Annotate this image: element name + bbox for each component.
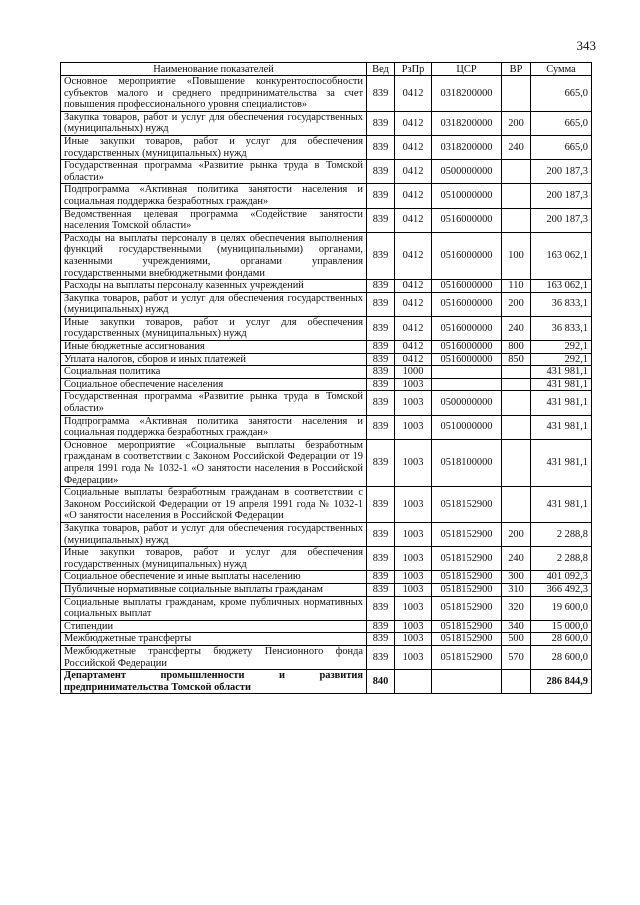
cell-sum: 200 187,3 (531, 160, 592, 184)
cell-rzpr: 1003 (395, 439, 432, 486)
cell-vr: 240 (502, 547, 531, 571)
cell-ved: 839 (367, 547, 395, 571)
cell-name: Закупка товаров, работ и услуг для обеспечения государственных (муниципальных) нужд (61, 111, 367, 135)
cell-vr: 500 (502, 633, 531, 646)
cell-ved: 839 (367, 135, 395, 159)
cell-sum: 2 288,8 (531, 547, 592, 571)
cell-rzpr: 1003 (395, 378, 432, 391)
cell-rzpr: 1003 (395, 522, 432, 546)
cell-sum: 163 062,1 (531, 232, 592, 279)
cell-rzpr: 0412 (395, 160, 432, 184)
cell-name: Расходы на выплаты персоналу в целях обеспечения выполнения функций государственными (муниципальными) органами, казенными учреждениями, органами управления государственными внебюджетными фондами (61, 232, 367, 279)
cell-csr: 0518152900 (432, 596, 502, 620)
cell-sum: 36 833,1 (531, 316, 592, 340)
page-number: 343 (576, 38, 596, 53)
cell-ved: 839 (367, 208, 395, 232)
cell-name: Иные бюджетные ассигнования (61, 341, 367, 354)
cell-rzpr: 0412 (395, 292, 432, 316)
cell-vr (502, 208, 531, 232)
cell-vr: 850 (502, 353, 531, 366)
cell-sum: 665,0 (531, 111, 592, 135)
cell-ved: 839 (367, 391, 395, 415)
cell-name: Публичные нормативные социальные выплаты гражданам (61, 583, 367, 596)
table-header-row (61, 63, 592, 76)
table-row (61, 670, 592, 694)
cell-csr: 0518152900 (432, 645, 502, 669)
cell-name: Подпрограмма «Активная политика занятости населения и социальная поддержка безработных граждан» (61, 184, 367, 208)
cell-name: Социальное обеспечение и иные выплаты населению (61, 571, 367, 584)
cell-ved: 839 (367, 76, 395, 112)
cell-csr: 0318200000 (432, 111, 502, 135)
cell-name: Уплата налогов, сборов и иных платежей (61, 353, 367, 366)
cell-ved: 839 (367, 292, 395, 316)
cell-ved: 839 (367, 571, 395, 584)
table-row (61, 391, 592, 415)
cell-sum: 36 833,1 (531, 292, 592, 316)
cell-rzpr: 1003 (395, 547, 432, 571)
cell-vr: 800 (502, 341, 531, 354)
cell-rzpr: 1003 (395, 633, 432, 646)
cell-vr: 240 (502, 316, 531, 340)
header-name: Наименование показателей (61, 63, 367, 76)
cell-csr: 0516000000 (432, 292, 502, 316)
cell-rzpr: 0412 (395, 280, 432, 293)
cell-rzpr: 1003 (395, 415, 432, 439)
cell-name: Государственная программа «Развитие рынка труда в Томской области» (61, 391, 367, 415)
cell-sum: 431 981,1 (531, 487, 592, 523)
cell-sum: 431 981,1 (531, 439, 592, 486)
cell-csr: 0516000000 (432, 208, 502, 232)
cell-csr (432, 366, 502, 379)
cell-vr: 200 (502, 292, 531, 316)
cell-rzpr: 1003 (395, 645, 432, 669)
cell-sum: 292,1 (531, 341, 592, 354)
table-row (61, 366, 592, 379)
header-rzpr: РзПр (395, 63, 432, 76)
cell-vr (502, 415, 531, 439)
cell-csr: 0318200000 (432, 135, 502, 159)
cell-ved: 840 (367, 670, 395, 694)
table-row (61, 280, 592, 293)
cell-csr: 0518152900 (432, 620, 502, 633)
cell-ved: 839 (367, 583, 395, 596)
cell-ved: 839 (367, 439, 395, 486)
cell-name: Закупка товаров, работ и услуг для обеспечения государственных (муниципальных) нужд (61, 522, 367, 546)
cell-ved: 839 (367, 487, 395, 523)
cell-name: Иные закупки товаров, работ и услуг для обеспечения государственных (муниципальных) нужд (61, 135, 367, 159)
cell-name: Межбюджетные трансферты (61, 633, 367, 646)
cell-sum: 163 062,1 (531, 280, 592, 293)
table-row (61, 353, 592, 366)
cell-rzpr: 0412 (395, 111, 432, 135)
cell-sum: 431 981,1 (531, 378, 592, 391)
cell-ved: 839 (367, 415, 395, 439)
cell-csr: 0516000000 (432, 316, 502, 340)
cell-rzpr (395, 670, 432, 694)
header-sum: Сумма (531, 63, 592, 76)
cell-rzpr: 1003 (395, 487, 432, 523)
cell-vr (502, 391, 531, 415)
table-row (61, 522, 592, 546)
cell-rzpr: 0412 (395, 353, 432, 366)
table-row (61, 341, 592, 354)
cell-csr: 0516000000 (432, 341, 502, 354)
cell-ved: 839 (367, 184, 395, 208)
cell-name: Социальная политика (61, 366, 367, 379)
cell-csr: 0518152900 (432, 583, 502, 596)
table-row (61, 76, 592, 112)
header-csr: ЦСР (432, 63, 502, 76)
cell-csr: 0500000000 (432, 160, 502, 184)
cell-vr: 200 (502, 111, 531, 135)
table-row (61, 135, 592, 159)
table-row (61, 292, 592, 316)
cell-name: Основное мероприятие «Социальные выплаты безработным гражданам в соответствии с Законом Российской Федерации от 19 апреля 1991 года № 1032-1 «О занятости населения в Российской Федерации» (61, 439, 367, 486)
table-row (61, 111, 592, 135)
cell-csr: 0518100000 (432, 439, 502, 486)
cell-sum: 431 981,1 (531, 366, 592, 379)
cell-sum: 292,1 (531, 353, 592, 366)
cell-rzpr: 1003 (395, 583, 432, 596)
table-row (61, 645, 592, 669)
cell-rzpr: 0412 (395, 135, 432, 159)
cell-rzpr: 1003 (395, 620, 432, 633)
cell-csr (432, 670, 502, 694)
cell-name: Стипендии (61, 620, 367, 633)
cell-vr: 100 (502, 232, 531, 279)
cell-sum: 431 981,1 (531, 391, 592, 415)
cell-name: Межбюджетные трансферты бюджету Пенсионного фонда Российской Федерации (61, 645, 367, 669)
cell-name: Департамент промышленности и развития предпринимательства Томской области (61, 670, 367, 694)
cell-rzpr: 0412 (395, 316, 432, 340)
cell-rzpr: 0412 (395, 184, 432, 208)
cell-csr: 0518152900 (432, 522, 502, 546)
cell-name: Социальные выплаты безработным гражданам в соответствии с Законом Российской Федерации от 19 апреля 1991 года № 1032-1 «О занятости населения в Российской Федерации (61, 487, 367, 523)
cell-vr: 310 (502, 583, 531, 596)
cell-sum: 200 187,3 (531, 184, 592, 208)
cell-csr: 0516000000 (432, 280, 502, 293)
cell-rzpr: 1003 (395, 391, 432, 415)
cell-sum: 28 600,0 (531, 633, 592, 646)
cell-vr: 200 (502, 522, 531, 546)
table-row (61, 439, 592, 486)
cell-name: Государственная программа «Развитие рынка труда в Томской области» (61, 160, 367, 184)
cell-ved: 839 (367, 366, 395, 379)
table-row (61, 620, 592, 633)
cell-csr: 0318200000 (432, 76, 502, 112)
cell-csr (432, 378, 502, 391)
cell-ved: 839 (367, 316, 395, 340)
cell-rzpr: 0412 (395, 232, 432, 279)
cell-csr: 0516000000 (432, 232, 502, 279)
cell-rzpr: 1000 (395, 366, 432, 379)
cell-sum: 286 844,9 (531, 670, 592, 694)
cell-vr (502, 160, 531, 184)
cell-ved: 839 (367, 633, 395, 646)
cell-name: Социальные выплаты гражданам, кроме публичных нормативных социальных выплат (61, 596, 367, 620)
cell-sum: 431 981,1 (531, 415, 592, 439)
cell-sum: 19 600,0 (531, 596, 592, 620)
cell-sum: 401 092,3 (531, 571, 592, 584)
cell-ved: 839 (367, 522, 395, 546)
cell-vr (502, 487, 531, 523)
cell-ved: 839 (367, 620, 395, 633)
cell-csr: 0510000000 (432, 184, 502, 208)
cell-ved: 839 (367, 645, 395, 669)
cell-rzpr: 0412 (395, 208, 432, 232)
cell-ved: 839 (367, 341, 395, 354)
cell-name: Ведомственная целевая программа «Содействие занятости населения Томской области» (61, 208, 367, 232)
cell-csr: 0518152900 (432, 633, 502, 646)
cell-vr (502, 378, 531, 391)
cell-name: Закупка товаров, работ и услуг для обеспечения государственных (муниципальных) нужд (61, 292, 367, 316)
table-row (61, 208, 592, 232)
cell-ved: 839 (367, 353, 395, 366)
cell-vr: 340 (502, 620, 531, 633)
cell-csr: 0510000000 (432, 415, 502, 439)
cell-rzpr: 1003 (395, 571, 432, 584)
cell-name: Иные закупки товаров, работ и услуг для обеспечения государственных (муниципальных) нужд (61, 316, 367, 340)
table-row (61, 596, 592, 620)
cell-rzpr: 0412 (395, 341, 432, 354)
cell-ved: 839 (367, 160, 395, 184)
table-row (61, 184, 592, 208)
cell-name: Расходы на выплаты персоналу казенных учреждений (61, 280, 367, 293)
header-vr: ВР (502, 63, 531, 76)
table-row (61, 415, 592, 439)
cell-vr: 110 (502, 280, 531, 293)
table-row (61, 316, 592, 340)
cell-ved: 839 (367, 232, 395, 279)
cell-sum: 366 492,3 (531, 583, 592, 596)
cell-vr: 320 (502, 596, 531, 620)
cell-vr (502, 670, 531, 694)
table-row (61, 571, 592, 584)
cell-name: Иные закупки товаров, работ и услуг для обеспечения государственных (муниципальных) нужд (61, 547, 367, 571)
table-row (61, 547, 592, 571)
header-ved: Вед (367, 63, 395, 76)
cell-ved: 839 (367, 378, 395, 391)
cell-csr: 0518152900 (432, 487, 502, 523)
cell-vr (502, 184, 531, 208)
table-row (61, 583, 592, 596)
cell-name: Основное мероприятие «Повышение конкурентоспособности субъектов малого и среднего предпринимательства за счет повышения профессионального уровня специалистов» (61, 76, 367, 112)
cell-sum: 2 288,8 (531, 522, 592, 546)
cell-csr: 0518152900 (432, 571, 502, 584)
cell-vr (502, 366, 531, 379)
cell-ved: 839 (367, 280, 395, 293)
cell-sum: 665,0 (531, 135, 592, 159)
table-row (61, 232, 592, 279)
cell-sum: 28 600,0 (531, 645, 592, 669)
cell-csr: 0516000000 (432, 353, 502, 366)
cell-sum: 200 187,3 (531, 208, 592, 232)
table-row (61, 160, 592, 184)
table-row (61, 633, 592, 646)
cell-sum: 15 000,0 (531, 620, 592, 633)
cell-csr: 0518152900 (432, 547, 502, 571)
cell-sum: 665,0 (531, 76, 592, 112)
cell-ved: 839 (367, 596, 395, 620)
cell-name: Подпрограмма «Активная политика занятости населения и социальная поддержка безработных граждан» (61, 415, 367, 439)
cell-vr (502, 76, 531, 112)
cell-rzpr: 0412 (395, 76, 432, 112)
cell-name: Социальное обеспечение населения (61, 378, 367, 391)
cell-rzpr: 1003 (395, 596, 432, 620)
cell-vr: 240 (502, 135, 531, 159)
table-row (61, 487, 592, 523)
cell-vr: 300 (502, 571, 531, 584)
budget-table (60, 62, 592, 694)
cell-csr: 0500000000 (432, 391, 502, 415)
cell-ved: 839 (367, 111, 395, 135)
cell-vr (502, 439, 531, 486)
table-row (61, 378, 592, 391)
cell-vr: 570 (502, 645, 531, 669)
